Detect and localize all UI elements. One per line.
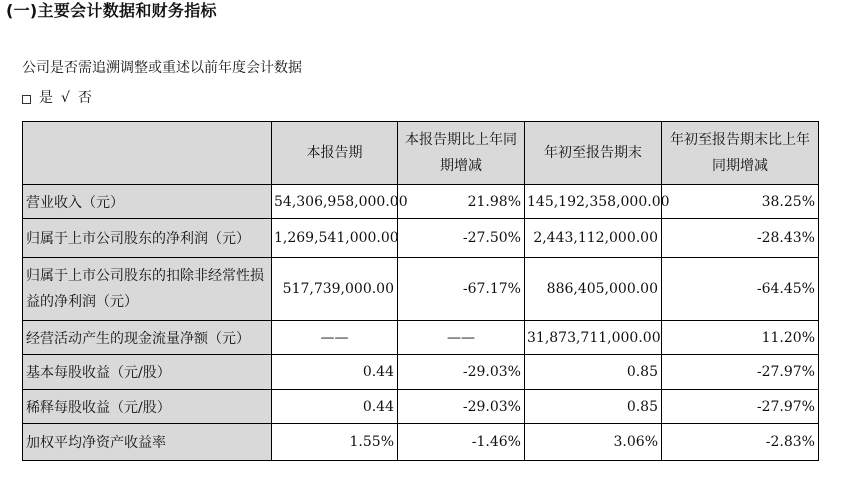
cell-ytd: 0.85: [525, 390, 662, 424]
restatement-question: 公司是否需追溯调整或重述以前年度会计数据: [22, 60, 302, 76]
table-row: [23, 219, 819, 258]
cell-current-change: 21.98%: [398, 185, 525, 219]
cell-ytd-change: -2.83%: [662, 424, 819, 461]
cell-current-change: -29.03%: [398, 390, 525, 424]
cell-ytd-change: 38.25%: [662, 185, 819, 219]
cell-current-change: -1.46%: [398, 424, 525, 461]
restatement-options: [22, 88, 92, 108]
cell-ytd: 2,443,112,000.00: [525, 219, 662, 258]
cell-ytd: 886,405,000.00: [525, 258, 662, 321]
cell-current-change: -67.17%: [398, 258, 525, 321]
header-current-change: 本报告期比上年同期增减: [398, 122, 525, 185]
row-label: 经营活动产生的现金流量净额（元）: [23, 321, 272, 355]
table-header-row: [23, 122, 819, 185]
table-row: [23, 258, 819, 321]
cell-ytd: 145,192,358,000.00: [525, 185, 662, 219]
cell-ytd-change: -28.43%: [662, 219, 819, 258]
header-current-period: 本报告期: [272, 122, 398, 185]
cell-ytd-change: 11.20%: [662, 321, 819, 355]
cell-current: ——: [272, 321, 398, 355]
header-ytd-change: 年初至报告期末比上年同期增减: [662, 122, 819, 185]
table-row: [23, 185, 819, 219]
cell-current: 517,739,000.00: [272, 258, 398, 321]
yes-checkbox-icon: [22, 95, 31, 104]
cell-ytd: 3.06%: [525, 424, 662, 461]
header-ytd: 年初至报告期末: [525, 122, 662, 185]
cell-ytd: 0.85: [525, 355, 662, 390]
section-heading: (一)主要会计数据和财务指标: [6, 1, 217, 20]
cell-current: 0.44: [272, 390, 398, 424]
cell-current-change: -29.03%: [398, 355, 525, 390]
row-label: 归属于上市公司股东的净利润（元）: [23, 219, 272, 258]
table-row: [23, 424, 819, 461]
table-row: [23, 355, 819, 390]
cell-ytd-change: -27.97%: [662, 390, 819, 424]
row-label: 归属于上市公司股东的扣除非经常性损益的净利润（元）: [23, 258, 272, 321]
cell-current-change: ——: [398, 321, 525, 355]
yes-label: 是: [39, 90, 53, 106]
cell-current: 1.55%: [272, 424, 398, 461]
row-label: 基本每股收益（元/股）: [23, 355, 272, 390]
row-label: 加权平均净资产收益率: [23, 424, 272, 461]
no-label: 否: [77, 90, 92, 106]
check-mark-icon: √: [61, 90, 70, 106]
row-label: 营业收入（元）: [23, 185, 272, 219]
cell-ytd-change: -27.97%: [662, 355, 819, 390]
cell-current: 54,306,958,000.00: [272, 185, 398, 219]
cell-ytd-change: -64.45%: [662, 258, 819, 321]
cell-current-change: -27.50%: [398, 219, 525, 258]
cell-ytd: 31,873,711,000.00: [525, 321, 662, 355]
row-label: 稀释每股收益（元/股）: [23, 390, 272, 424]
cell-current: 1,269,541,000.00: [272, 219, 398, 258]
cell-current: 0.44: [272, 355, 398, 390]
financial-indicators-table: [22, 121, 819, 461]
table-row: [23, 321, 819, 355]
header-item: [23, 122, 272, 185]
table-row: [23, 390, 819, 424]
